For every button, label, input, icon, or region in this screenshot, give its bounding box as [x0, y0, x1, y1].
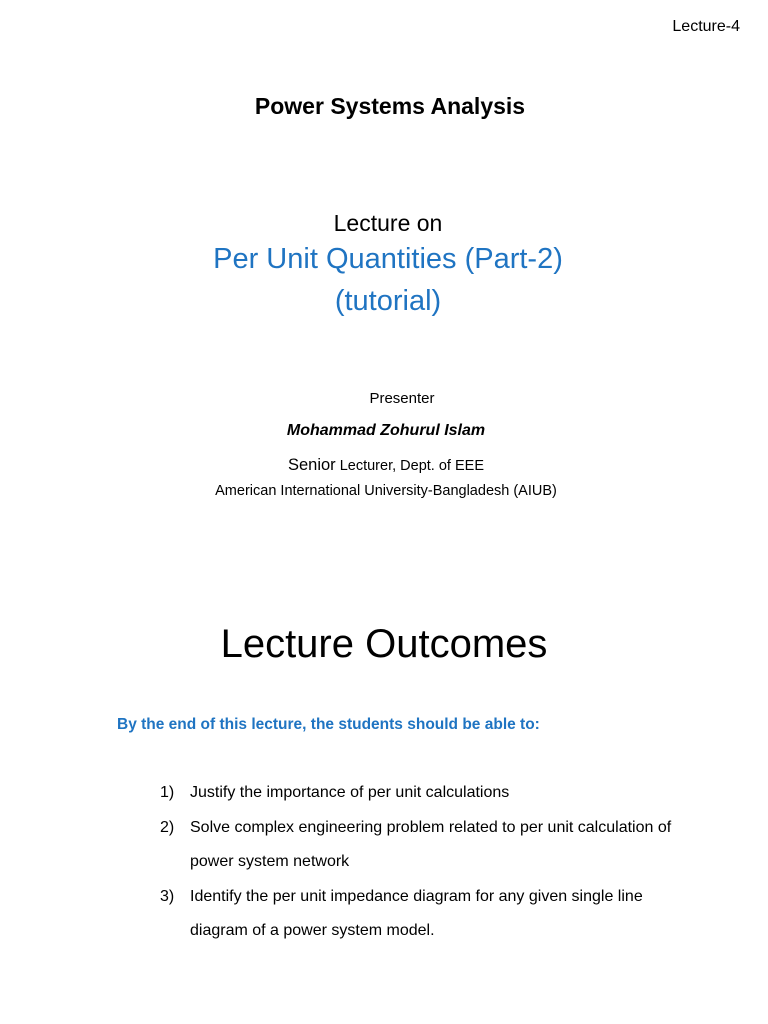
- presenter-role-rest: Lecturer, Dept. of EEE: [335, 458, 484, 474]
- outcome-number: 1): [160, 784, 175, 801]
- presenter-role-lead: Senior: [287, 456, 336, 474]
- topic-title-line-1: Per Unit Quantities (Part-2): [213, 243, 563, 275]
- outcome-text: Identify the per unit impedance diagram for any given single line diagram of a power system model.: [190, 887, 643, 939]
- topic-title-line-2: (tutorial): [334, 285, 442, 317]
- outcome-item: [160, 880, 700, 949]
- outcome-item: [160, 776, 700, 811]
- presenter-role: [2, 456, 768, 475]
- outcome-item: [160, 811, 700, 880]
- lecture-on-label: Lecture on: [333, 210, 443, 236]
- outcomes-intro: By the end of this lecture, the students should be able to:: [117, 716, 540, 733]
- presenter-affiliation: American International University-Bangladesh (AIUB): [215, 483, 557, 499]
- outcome-number: 2): [160, 818, 175, 836]
- outcome-text: Solve complex engineering problem related to per unit calculation of power system network: [190, 818, 672, 870]
- outcome-text: Justify the importance of per unit calculations: [190, 784, 510, 801]
- presenter-name: Mohammad Zohurul Islam: [286, 422, 486, 439]
- presenter-label: Presenter: [369, 390, 435, 407]
- outcomes-heading: Lecture Outcomes: [220, 622, 548, 666]
- outcomes-list: [160, 776, 700, 949]
- outcome-number: 3): [160, 887, 175, 905]
- lecture-number-label: Lecture-4: [672, 18, 740, 35]
- course-title: Power Systems Analysis: [254, 93, 526, 119]
